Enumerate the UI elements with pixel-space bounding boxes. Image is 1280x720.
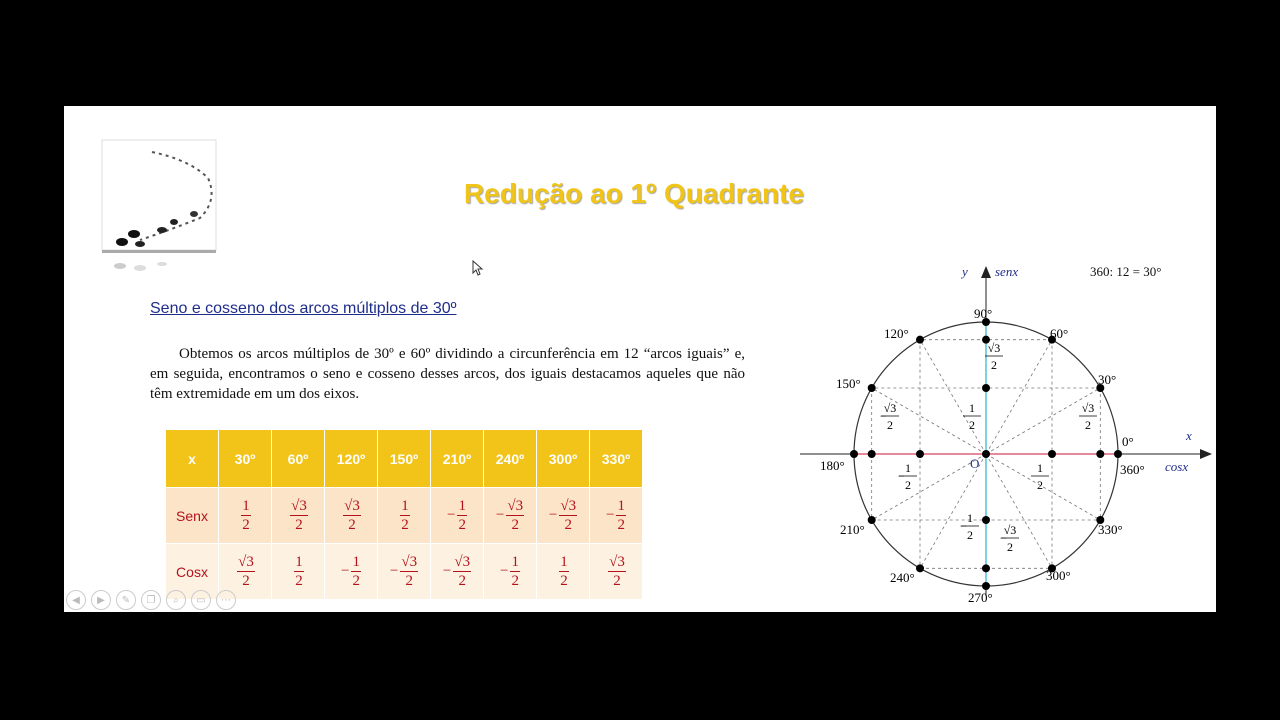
angle-label-330: 330° — [1098, 522, 1123, 537]
table-cell — [378, 487, 430, 543]
angle-label-270: 270° — [968, 590, 993, 605]
guide-line — [920, 340, 986, 454]
back-icon[interactable]: ◀ — [66, 590, 86, 610]
fraction-numerator: √3 — [883, 401, 897, 415]
table-cell — [590, 543, 642, 599]
table-cell — [325, 543, 377, 599]
point-marker — [916, 564, 924, 572]
table-header-cell: 120º — [325, 430, 377, 487]
axis-y-label: y — [962, 264, 968, 279]
fraction-denominator: 2 — [905, 478, 911, 492]
fraction-denominator: 2 — [405, 573, 413, 589]
fraction-numerator: 1 — [511, 554, 519, 570]
fraction-denominator: 2 — [967, 528, 973, 542]
fraction-numerator: √3 — [560, 498, 577, 514]
diagram-fraction — [1000, 523, 1019, 554]
fraction-numerator: 1 — [969, 401, 975, 415]
fraction-denominator: 2 — [348, 517, 356, 533]
angle-label-210: 210° — [840, 522, 865, 537]
fraction-denominator: 2 — [458, 573, 466, 589]
minus-sign: − — [960, 519, 967, 533]
table-cell — [537, 543, 589, 599]
fraction-numerator: √3 — [507, 498, 524, 514]
minus-sign: − — [898, 469, 905, 483]
fraction-numerator: √3 — [987, 341, 1001, 355]
fraction-numerator: √3 — [1081, 401, 1095, 415]
fraction-numerator: 1 — [242, 498, 250, 514]
x-axis-arrow-icon — [1200, 449, 1212, 459]
forward-icon[interactable]: ▶ — [91, 590, 111, 610]
point-marker — [982, 384, 990, 392]
explanation-paragraph: Obtemos os arcos múltiplos de 30º e 60º dividindo a circunferência em 12 “arcos iguais” e, em seguida, encontramos o seno e cosseno desses arcos, dos iguais destacamos aqueles que não têm extremidade em um dos eixos. — [150, 346, 745, 402]
point-marker — [868, 450, 876, 458]
fraction-denominator: 2 — [511, 517, 519, 533]
table-row — [166, 543, 642, 599]
point-marker — [982, 516, 990, 524]
guide-line — [986, 340, 1052, 454]
angle-label-60: 60° — [1050, 326, 1069, 341]
table-header-cell: 240º — [484, 430, 536, 487]
table-cell — [325, 487, 377, 543]
minus-sign: − — [495, 507, 505, 523]
table-cell — [431, 543, 483, 599]
fraction-numerator: 1 — [905, 461, 911, 475]
fraction-denominator: 2 — [295, 573, 303, 589]
fraction-numerator: 1 — [401, 498, 409, 514]
table-cell — [537, 487, 589, 543]
fraction-numerator: 1 — [458, 498, 466, 514]
fraction-numerator: 1 — [560, 554, 568, 570]
guide-line — [986, 388, 1100, 454]
fraction-numerator: √3 — [1003, 523, 1017, 537]
angle-label-120: 120° — [884, 326, 909, 341]
table-cell — [431, 487, 483, 543]
angle-label-0: 0° — [1122, 434, 1134, 449]
fraction-denominator: 2 — [1037, 478, 1043, 492]
slide-title: Redução ao 1º Quadrante — [463, 178, 805, 209]
screen-icon[interactable]: ▭ — [191, 590, 211, 610]
point-marker — [982, 582, 990, 590]
origin-label: O — [970, 456, 980, 471]
copy-icon[interactable]: ❐ — [141, 590, 161, 610]
diagram-fraction — [963, 401, 981, 432]
point-marker — [868, 384, 876, 392]
diagram-fraction — [985, 341, 1003, 372]
angle-label-150: 150° — [836, 376, 861, 391]
row-label: Cosx — [166, 543, 218, 599]
fraction-numerator: 1 — [352, 554, 360, 570]
fraction-numerator: 1 — [295, 554, 303, 570]
minus-sign: − — [442, 563, 452, 579]
minus-sign: − — [548, 507, 558, 523]
fraction-denominator: 2 — [887, 418, 893, 432]
table-header-cell: 210º — [431, 430, 483, 487]
fraction-denominator: 2 — [560, 573, 568, 589]
angle-label-180: 180° — [820, 458, 845, 473]
table-row — [166, 487, 642, 543]
fraction-denominator: 2 — [352, 573, 360, 589]
minus-sign: − — [389, 563, 399, 579]
fraction-denominator: 2 — [401, 517, 409, 533]
axis-x-label: x — [1186, 428, 1192, 443]
fraction-denominator: 2 — [458, 517, 466, 533]
table-cell — [590, 487, 642, 543]
table-cell — [272, 487, 324, 543]
point-marker — [850, 450, 858, 458]
fraction-denominator: 2 — [1007, 540, 1013, 554]
angle-label-90: 90° — [974, 306, 993, 321]
fraction-numerator: √3 — [609, 554, 625, 570]
fraction-numerator: 1 — [617, 498, 625, 514]
fraction-denominator: 2 — [511, 573, 519, 589]
footprints-logo — [100, 138, 218, 288]
guide-line — [920, 454, 986, 568]
table-header-cell: 330º — [590, 430, 642, 487]
fraction-numerator: 1 — [967, 511, 973, 525]
fraction-numerator: √3 — [401, 554, 418, 570]
diagram-fraction — [880, 401, 899, 432]
fraction-denominator: 2 — [613, 573, 621, 589]
row-label: Senx — [166, 487, 218, 543]
minus-sign: − — [880, 409, 887, 423]
minus-sign: − — [341, 563, 350, 579]
fraction-denominator: 2 — [1085, 418, 1091, 432]
point-marker — [1096, 450, 1104, 458]
axis-cosx-label: cosx — [1165, 459, 1189, 474]
division-note: 360: 12 = 30° — [1090, 264, 1162, 279]
point-marker — [916, 450, 924, 458]
fraction-numerator: √3 — [291, 498, 307, 514]
angle-label-240: 240° — [890, 570, 915, 585]
angle-label-30: 30° — [1098, 372, 1117, 387]
point-marker — [1048, 450, 1056, 458]
fraction-denominator: 2 — [295, 517, 303, 533]
more-icon[interactable]: ⋯ — [216, 590, 236, 610]
unit-circle-diagram — [794, 256, 1216, 606]
point-marker — [916, 336, 924, 344]
fraction-denominator: 2 — [969, 418, 975, 432]
point-marker — [868, 516, 876, 524]
table-header-cell: 150º — [378, 430, 430, 487]
table-cell — [378, 543, 430, 599]
mouse-cursor-icon — [472, 260, 484, 276]
slide — [64, 106, 1216, 612]
fraction-denominator: 2 — [242, 573, 250, 589]
point-marker — [1114, 450, 1122, 458]
fraction-denominator: 2 — [242, 517, 250, 533]
table-header-row — [166, 430, 642, 487]
table-header-cell: 30º — [219, 430, 271, 487]
fraction-denominator: 2 — [564, 517, 572, 533]
slide-toolbar — [66, 590, 236, 610]
table-cell — [272, 543, 324, 599]
angle-label-360: 360° — [1120, 462, 1145, 477]
diagram-fraction — [1031, 461, 1049, 492]
axis-senx-label: senx — [995, 264, 1019, 279]
pen-icon[interactable]: ✎ — [116, 590, 136, 610]
point-marker — [982, 564, 990, 572]
fraction-numerator: √3 — [238, 554, 254, 570]
diagram-fraction — [1079, 401, 1097, 432]
table-cell — [484, 543, 536, 599]
fraction-numerator: √3 — [454, 554, 471, 570]
diagram-fraction — [898, 461, 917, 492]
y-axis-arrow-icon — [981, 266, 991, 278]
minus-sign: − — [606, 507, 615, 523]
guide-line — [986, 454, 1100, 520]
minus-sign: − — [447, 507, 456, 523]
diagram-fraction — [960, 511, 979, 542]
fraction-denominator: 2 — [617, 517, 625, 533]
zoom-icon[interactable]: ⌕ — [166, 590, 186, 610]
table-header-cell: x — [166, 430, 218, 487]
minus-sign: − — [500, 563, 509, 579]
sine-cosine-table — [165, 430, 643, 599]
fraction-denominator: 2 — [991, 358, 997, 372]
fraction-numerator: √3 — [344, 498, 360, 514]
table-cell — [484, 487, 536, 543]
point-marker — [982, 450, 990, 458]
table-header-cell: 300º — [537, 430, 589, 487]
section-subtitle: Seno e cosseno dos arcos múltiplos de 30º — [150, 300, 457, 317]
fraction-numerator: 1 — [1037, 461, 1043, 475]
table-cell — [219, 487, 271, 543]
table-header-cell: 60º — [272, 430, 324, 487]
minus-sign: − — [1000, 531, 1007, 545]
angle-label-300: 300° — [1046, 568, 1071, 583]
